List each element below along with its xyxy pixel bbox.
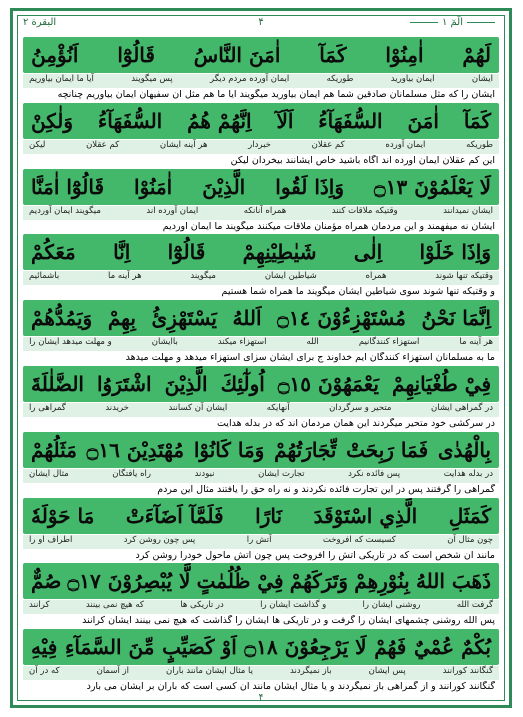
word-gloss: میگویند <box>190 271 216 282</box>
arabic-word: بِهِمْ <box>107 306 136 331</box>
word-gloss: هر آینه ما <box>459 337 493 348</box>
word-gloss: ایمان آورده مردم دیگر <box>210 74 290 84</box>
word-gloss: طوریکه <box>326 74 354 84</box>
arabic-text-band <box>23 498 499 534</box>
arabic-word: الَّذِيْنَ <box>164 372 208 396</box>
word-gloss: الله <box>306 337 319 348</box>
verse-lines <box>23 37 499 691</box>
word-gloss: هر آینه ایشان <box>159 139 208 150</box>
arabic-word: يَسْتَهْزِئُ <box>151 306 217 331</box>
arabic-text-band <box>23 432 499 468</box>
mushaf-page <box>10 8 512 708</box>
word-gloss: آتش را <box>246 534 272 545</box>
word-gloss: نبودند <box>194 468 215 479</box>
word-gloss: کسیست که افروخت <box>322 534 396 545</box>
word-gloss: گنگانند کورانند <box>442 666 493 677</box>
arabic-word: قَالُوْٓا <box>117 43 155 67</box>
line-translation: ما به مسلمانان استهزاء کنندگان ایم خداوند ج برای ایشان سزای استهزاء میدهد و مهلت میدهد <box>125 352 495 364</box>
word-gloss: که در آن <box>29 666 60 677</box>
word-gloss: کم عقلان <box>311 139 345 150</box>
arabic-word: اَوْ كَصَيِّبٍ <box>162 635 237 660</box>
verse-line <box>23 37 499 106</box>
arabic-word: كَمَآ <box>463 108 491 133</box>
arabic-word: بِنُوْرِهِمْ <box>354 569 410 594</box>
word-gloss: راه یافتگان <box>112 468 152 479</box>
verse-line <box>23 563 499 632</box>
line-translation: گنگانند کورانند و از گمراهی باز نمیگردند و یا مثال ایشان مانند آن کسی است که باران بر ایشان می بارد <box>86 681 495 693</box>
verse-line <box>23 300 499 369</box>
arabic-word: الَّذِيْنَ <box>202 174 246 199</box>
arabic-word: الضَّلٰلَةَ <box>31 372 84 396</box>
arabic-word: اِنَّمَا نَحْنُ <box>421 306 491 331</box>
word-gloss: در بدله هدایت <box>443 468 493 479</box>
line-translation: پس الله روشنی چشمهای ایشان را گرفت و در تاریکی ها ایشان را گذاشت که هیچ نمی بینند ایشان کرانند <box>82 615 495 627</box>
word-gloss: طوریکه <box>466 139 493 150</box>
word-gloss: از آسمان <box>96 666 129 677</box>
word-gloss: ایمان آورده اند <box>146 205 199 216</box>
arabic-word: اَللهُ <box>232 306 262 331</box>
arabic-word: فَمَا رَبِحَتْ <box>346 437 429 462</box>
arabic-text-band <box>23 234 499 270</box>
line-translation: مانند آن شخص است که در تاریکی آتش را افروخت پس چون آتش ماحول خودرا روشن کرد <box>135 549 495 561</box>
arabic-text-band <box>23 629 499 665</box>
word-gloss: کرانند <box>29 600 50 611</box>
arabic-word: فَهُمْ <box>374 635 407 660</box>
arabic-word: اٰمَنَ <box>407 108 439 133</box>
line-translation: ایشان نه میفهمند و این مردمان همراه مؤمنان ملاقات میکنند میگویند ما ایمان آوردیم <box>162 220 495 232</box>
word-gloss: لیکن <box>29 139 46 150</box>
word-gloss-band <box>23 535 499 549</box>
arabic-word: كَمَآ <box>319 43 347 67</box>
arabic-word: السُّفَهَآءُ <box>318 108 383 133</box>
word-gloss: پس میگویند <box>131 74 173 84</box>
word-gloss-band <box>23 271 499 285</box>
word-gloss: وقتیکه تنها شوند <box>435 271 493 282</box>
word-gloss: مثال ایشان <box>29 468 69 479</box>
arabic-word: قَالُوْٓا اٰمَنَّا <box>31 174 105 199</box>
arabic-word: اٰمَنَ النَّاسُ <box>193 43 281 67</box>
line-translation: ایشان را که مثل مسلمانان صادقین شما هم ایمان بیاورید میگویند آیا ما هم مثل آن سفیهان ایمان بیاوریم چنانچه <box>57 89 495 100</box>
arabic-word: تِّجَارَتُهُمْ <box>274 437 337 462</box>
word-gloss: وقتیکه ملاقات کنند <box>331 205 398 216</box>
word-gloss: پس چون روشن کرد <box>123 534 196 545</box>
word-gloss: و مهلت میدهد ایشان را <box>29 337 112 348</box>
word-gloss: ایمان بیاورید <box>390 74 435 84</box>
verse-line <box>23 366 499 435</box>
arabic-word: صُمٌّ <box>31 569 62 594</box>
word-gloss: چون مثال آن <box>447 534 493 545</box>
arabic-text-band <box>23 37 499 73</box>
arabic-word: السُّفَهَآءُ <box>97 108 163 133</box>
word-gloss: پس فائده نکرد <box>348 468 401 479</box>
arabic-word: قَالُوْٓا <box>167 240 206 265</box>
line-translation: و وقتیکه تنها شوند سوی شیاطین ایشان میگویند ما همراه شما هستیم <box>221 286 495 298</box>
word-gloss: تجارت ایشان <box>258 468 305 479</box>
juz-label: الٓمٓ ۱ <box>406 17 499 28</box>
arabic-word: نَارًا <box>255 503 283 528</box>
word-gloss-band <box>23 337 499 351</box>
word-gloss: ایشان نمیدانند <box>443 205 493 216</box>
word-gloss-band <box>23 206 499 220</box>
word-gloss: گمراهی را <box>29 403 66 413</box>
arabic-text-band <box>23 366 499 402</box>
arabic-word: لَا يَعْلَمُوْنَ ۝١٣ <box>374 174 491 199</box>
word-gloss: همراه آنانکه <box>243 205 287 216</box>
arabic-word: وَاِذَا خَلَوْا <box>419 240 491 265</box>
word-gloss: در گمراهی ایشان <box>430 403 493 413</box>
surah-name: البقرة ۲ <box>23 17 57 28</box>
arabic-word: وَيَمُدُّهُمْ <box>31 306 93 331</box>
word-gloss: استهزاء کنندگانیم <box>358 337 420 348</box>
arabic-text-band <box>23 103 499 139</box>
arabic-word: مَثَلُهُمْ <box>31 437 77 462</box>
arabic-word: فِيْ طُغْيَانِهِمْ <box>392 372 491 396</box>
arabic-text-band <box>23 169 499 205</box>
word-gloss: خریدند <box>105 403 129 413</box>
word-gloss: میگویند ایمان آوردیم <box>29 205 101 216</box>
arabic-word: بُكْمٌ عُمْيٌ <box>413 635 491 660</box>
word-gloss-band <box>23 403 499 417</box>
arabic-word: اٰمَنُوْا <box>134 174 173 199</box>
page-number-bottom: ۴ <box>258 693 264 703</box>
word-gloss: باایشان <box>151 337 178 348</box>
word-gloss: پس ایشان <box>368 666 406 677</box>
arabic-word: الَّذِي اسْتَوْقَدَ <box>313 503 418 528</box>
arabic-word: بِالْهُدٰى <box>437 437 491 462</box>
arabic-word: وَلٰكِنْ <box>31 108 74 133</box>
arabic-word: شَيٰطِيْنِهِمْ <box>242 240 317 265</box>
arabic-word: لَا يَرْجِعُوْنَ ۝١٨ <box>244 635 367 660</box>
word-gloss: متحیر و سرگردان <box>329 403 392 413</box>
arabic-word: اِنَّا <box>113 240 131 265</box>
word-gloss-band <box>23 666 499 680</box>
word-gloss: و گذاشت ایشان را <box>260 600 327 611</box>
verse-line <box>23 234 499 303</box>
arabic-word: مَعَكُمْ <box>31 240 76 265</box>
word-gloss: گرفت الله <box>456 600 493 611</box>
word-gloss: یا مثال ایشان مانند باران <box>166 666 253 677</box>
line-translation: این کم عقلان ایمان آورده اند آگاه باشید خاص ایشانند بیخردان لیکن <box>230 154 495 166</box>
verse-line <box>23 103 499 172</box>
arabic-word: وَاِذَا لَقُوا <box>275 174 345 199</box>
arabic-word: فِيْ ظُلُمٰتٍ <box>196 569 284 594</box>
arabic-word: اُولٰٓئِكَ <box>220 372 265 396</box>
word-gloss: باشمائیم <box>29 271 60 282</box>
verse-line <box>23 498 499 567</box>
arabic-word: لَهُمْ <box>462 43 491 67</box>
arabic-word: وَتَرَكَهُمْ <box>289 569 349 594</box>
word-gloss: روشنی ایشان را <box>362 600 421 611</box>
arabic-word: اَنُؤْمِنُ <box>31 43 79 67</box>
arabic-word: لَّا يُبْصِرُوْنَ ۝١٧ <box>67 569 191 594</box>
arabic-word: مِّنَ السَّمَآءِ <box>65 635 155 660</box>
verse-line <box>23 169 499 238</box>
arabic-word: مُهْتَدِيْنَ ۝١٦ <box>86 437 185 462</box>
arabic-word: اِلٰى <box>353 240 383 265</box>
line-translation: گمراهی را گرفتند پس در این تجارت فائده نکردند و نه راه حق را یافتند مثال این مردم <box>157 483 495 495</box>
arabic-word: مَا حَوْلَهٗ <box>31 503 95 528</box>
arabic-word: وَمَا كَانُوْا <box>193 437 265 462</box>
word-gloss: خبردار <box>248 139 271 150</box>
word-gloss: همراه <box>365 271 387 282</box>
word-gloss: باز نمیگردند <box>290 666 332 677</box>
arabic-word: كَمَثَلِ <box>448 503 491 528</box>
verse-line <box>23 629 499 698</box>
word-gloss-band <box>23 74 499 88</box>
word-gloss: در تاریکی ها <box>180 600 224 611</box>
line-translation: در سرکشی خود متحیر میگردند این همان مردمان اند که در بدله هدایت <box>216 418 495 429</box>
word-gloss-band <box>23 140 499 154</box>
arabic-word: يَعْمَهُوْنَ ۝١٥ <box>277 372 379 396</box>
word-gloss: ایمان آورده <box>385 139 426 150</box>
word-gloss: اطراف او را <box>29 534 73 545</box>
arabic-word: ذَهَبَ اللهُ <box>415 569 491 594</box>
word-gloss: ایشان <box>471 74 493 84</box>
arabic-text-band <box>23 300 499 336</box>
word-gloss: که هیچ نمی بینند <box>85 600 144 611</box>
word-gloss: هر آینه ما <box>108 271 142 282</box>
word-gloss: استهزاء میکند <box>217 337 267 348</box>
word-gloss: کم عقلان <box>86 139 120 150</box>
arabic-text-band <box>23 563 499 599</box>
arabic-word: فَلَمَّآ اَضَآءَتْ <box>125 503 224 528</box>
word-gloss-band <box>23 600 499 614</box>
arabic-word: اشْتَرَوُا <box>97 372 152 396</box>
word-gloss-band <box>23 469 499 483</box>
page-number-top: ۴ <box>258 17 264 28</box>
word-gloss: شیاطین ایشان <box>264 271 317 282</box>
arabic-word: اَلَآ <box>276 108 294 133</box>
arabic-word: اٰمِنُوْا <box>385 43 424 67</box>
word-gloss: آنهایکه <box>266 403 290 413</box>
arabic-word: اِنَّهُمْ هُمُ <box>187 108 252 133</box>
arabic-word: فِيْهِ <box>31 635 58 660</box>
word-gloss: ایشان آن کسانند <box>168 403 228 413</box>
verse-line <box>23 432 499 501</box>
page-header <box>23 17 499 33</box>
word-gloss: آیا ما ایمان بیاوریم <box>29 74 94 84</box>
arabic-word: مُسْتَهْزِءُوْنَ ۝١٤ <box>277 306 406 331</box>
